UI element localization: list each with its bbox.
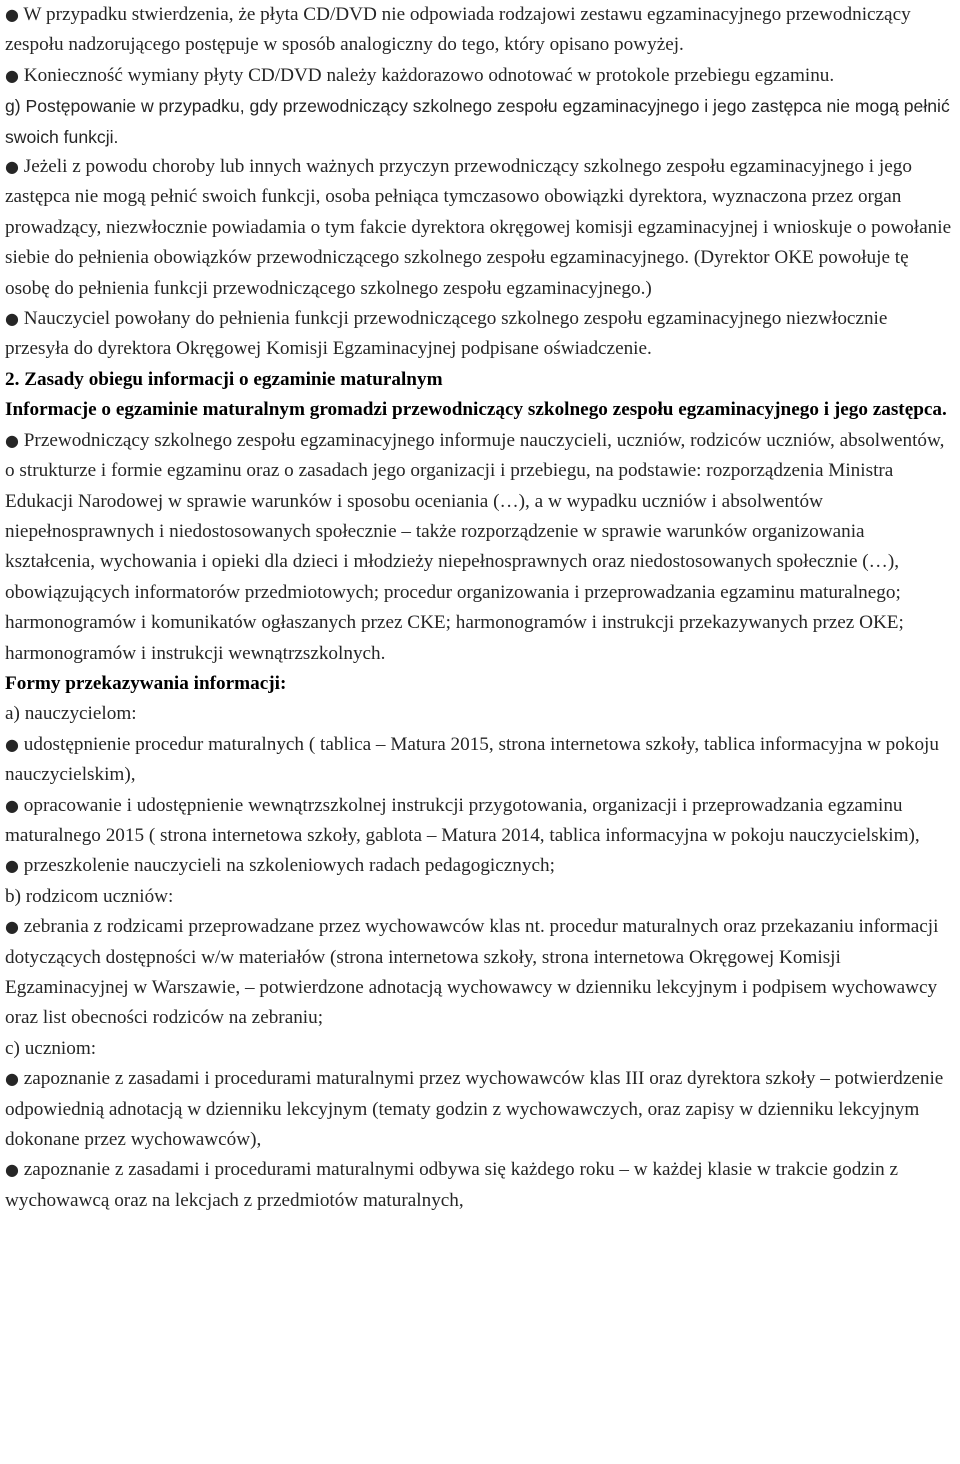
- bullet-icon: ●: [5, 430, 19, 450]
- paragraph-cd-dvd-mismatch: [5, 0, 955, 61]
- paragraph-text: Nauczyciel powołany do pełnienia funkcji przewodniczącego szkolnego zespołu egzaminacyjnego niezwłocznie przesyła do dyrektora Okręgowej Komisji Egzaminacyjnej podpisane oświadczenie.: [5, 308, 888, 360]
- list-label-parents: b) rodzicom uczniów:: [5, 885, 174, 907]
- bullet-icon: ●: [5, 795, 19, 815]
- list-item-text: przeszkolenie nauczycieli na szkoleniowych radach pedagogicznych;: [23, 855, 555, 877]
- paragraph-text: Konieczność wymiany płyty CD/DVD należy każdorazowo odnotować w protokole przebiegu egzaminu.: [23, 64, 835, 86]
- list-item-text: zebrania z rodzicami przeprowadzane przez wychowawców klas nt. procedur maturalnych oraz przekazaniu informacji dotyczących dostępności w/w materiałów (strona internetowa szkoły, strona internetowa Okręgowej Komisji Egzaminacyjnej w Warszawie, – potwierdzone adnotacją wychowawcy w dzienniku lekcyjnym i podpisem wychowawcy oraz list obecności rodziców na zebraniu;: [5, 916, 939, 1029]
- bullet-icon: ●: [5, 157, 19, 177]
- bullet-icon: ●: [5, 917, 19, 937]
- list-label-teachers: a) nauczycielom:: [5, 703, 137, 725]
- bullet-icon: ●: [5, 1160, 19, 1180]
- section-heading-g: g) Postępowanie w przypadku, gdy przewodniczący szkolnego zespołu egzaminacyjnego i jego zastępca nie mogą pełnić swoich funkcji.: [5, 96, 950, 147]
- bullet-icon: ●: [5, 5, 19, 24]
- list-item: [5, 730, 955, 791]
- paragraph-illness: [5, 152, 955, 304]
- paragraph-cd-dvd-record: [5, 61, 955, 91]
- list-item: [5, 791, 955, 852]
- bullet-icon: ●: [5, 856, 19, 876]
- paragraph-chairman-informs: [5, 426, 955, 669]
- bullet-icon: ●: [5, 65, 19, 85]
- list-item-text: zapoznanie z zasadami i procedurami maturalnymi odbywa się każdego roku – w każdej klasie w trakcie godzin z wychowawcą oraz na lekcjach z przedmiotów maturalnych,: [5, 1159, 899, 1211]
- subheading-forms: Formy przekazywania informacji:: [5, 672, 287, 694]
- list-item: [5, 851, 955, 881]
- bullet-icon: ●: [5, 734, 19, 754]
- list-item: [5, 1155, 955, 1216]
- list-item: [5, 1064, 955, 1155]
- list-item-text: zapoznanie z zasadami i procedurami maturalnymi przez wychowawców klas III oraz dyrektora szkoły – potwierdzenie odpowiednią adnotacją w dzienniku lekcyjnym (tematy godzin z wychowawczych, oraz zapisy w dzienniku lekcyjnym dokonane przez wychowawców),: [5, 1068, 944, 1151]
- paragraph-text: Przewodniczący szkolnego zespołu egzaminacyjnego informuje nauczycieli, uczniów, rodziców uczniów, absolwentów, o strukturze i formie egzaminu oraz o zasadach jego organizacji i przebiegu, na podstawie: rozporządzenia Ministra Edukacji Narodowej w sprawie warunków i sposobu oceniania (…), a w wypadku uczniów i absolwentów niepełnosprawnych i niedostosowanych społecznie – także rozporządzenie w sprawie warunków organizowania kształcenia, wychowania i opieki dla dzieci i młodzieży niepełnosprawnych oraz niedostosowanych społecznie (…), obowiązujących informatorów przedmiotowych; procedur organizowania i przeprowadzania egzaminu maturalnego; harmonogramów i komunikatów ogłaszanych przez CKE; harmonogramów i instrukcji przekazywanych przez OKE; harmonogramów i instrukcji wewnątrzszkolnych.: [5, 429, 945, 664]
- subheading-information-gathering: Informacje o egzaminie maturalnym gromadzi przewodniczący szkolnego zespołu egzaminacyjnego i jego zastępca.: [5, 399, 947, 421]
- bullet-icon: ●: [5, 309, 19, 329]
- list-item-text: udostępnienie procedur maturalnych ( tablica – Matura 2015, strona internetowa szkoły, tablica informacyjna w pokoju nauczycielskim),: [5, 733, 939, 786]
- list-item: [5, 912, 955, 1034]
- bullet-icon: ●: [5, 1069, 19, 1089]
- paragraph-text: W przypadku stwierdzenia, że płyta CD/DVD nie odpowiada rodzajowi zestawu egzaminacyjnego przewodniczący zespołu nadzorującego postępuje w sposób analogiczny do tego, który opisano powyżej.: [5, 4, 911, 56]
- list-item-text: opracowanie i udostępnienie wewnątrzszkolnej instrukcji przygotowania, organizacji i przeprowadzania egzaminu maturalnego 2015 ( strona internetowa szkoły, gablota – Matura 2014, tablica informacyjna w pokoju nauczycielskim),: [5, 794, 920, 846]
- paragraph-text: Jeżeli z powodu choroby lub innych ważnych przyczyn przewodniczący szkolnego zespołu egzaminacyjnego i jego zastępca nie mogą pełnić swoich funkcji, osoba pełniąca tymczasowo obowiązki dyrektora, wyznaczona przez organ prowadzący, niezwłocznie powiadamia o tym fakcie dyrektora okręgowej komisji egzaminacyjnej i wnioskuje o powołanie siebie do pełnienia obowiązków przewodniczącego szkolnego zespołu egzaminacyjnego. (Dyrektor OKE powołuje tę osobę do pełnienia funkcji przewodniczącego szkolnego zespołu egzaminacyjnego.): [5, 156, 952, 299]
- paragraph-appointed-teacher: [5, 304, 955, 365]
- list-label-students: c) uczniom:: [5, 1037, 97, 1059]
- section-heading-2: 2. Zasady obiegu informacji o egzaminie maturalnym: [5, 368, 443, 390]
